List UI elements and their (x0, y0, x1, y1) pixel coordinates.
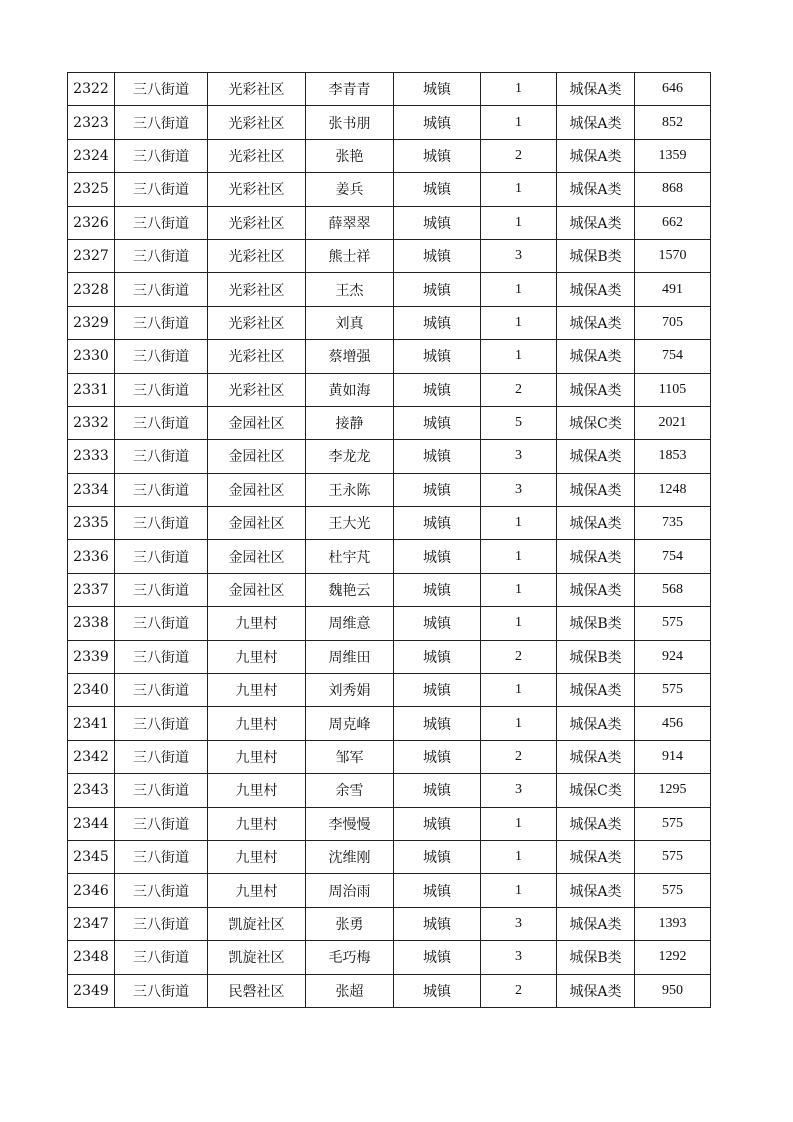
cell-amount: 914 (635, 740, 711, 773)
cell-community: 光彩社区 (208, 239, 306, 272)
records-table-body (68, 73, 711, 1008)
cell-area-type: 城镇 (394, 573, 481, 606)
cell-category: 城保B类 (557, 239, 635, 272)
cell-record-number: 2343 (68, 774, 115, 807)
table-row (68, 273, 711, 306)
cell-record-number: 2327 (68, 239, 115, 272)
cell-person-name: 刘真 (306, 306, 394, 339)
cell-category: 城保A类 (557, 907, 635, 940)
cell-person-name: 周维意 (306, 607, 394, 640)
cell-street: 三八街道 (115, 507, 208, 540)
cell-street: 三八街道 (115, 106, 208, 139)
cell-category: 城保A类 (557, 440, 635, 473)
table-row (68, 306, 711, 339)
table-row (68, 941, 711, 974)
cell-category: 城保B类 (557, 607, 635, 640)
cell-street: 三八街道 (115, 740, 208, 773)
cell-person-name: 薛翠翠 (306, 206, 394, 239)
cell-community: 凯旋社区 (208, 941, 306, 974)
cell-community: 九里村 (208, 707, 306, 740)
cell-household-count: 3 (481, 774, 557, 807)
cell-record-number: 2338 (68, 607, 115, 640)
cell-category: 城保A类 (557, 540, 635, 573)
cell-person-name: 王永陈 (306, 473, 394, 506)
cell-person-name: 张超 (306, 974, 394, 1007)
cell-person-name: 邹军 (306, 740, 394, 773)
cell-category: 城保A类 (557, 139, 635, 172)
cell-area-type: 城镇 (394, 239, 481, 272)
cell-person-name: 杜宇芃 (306, 540, 394, 573)
cell-street: 三八街道 (115, 540, 208, 573)
cell-person-name: 王杰 (306, 273, 394, 306)
cell-area-type: 城镇 (394, 907, 481, 940)
table-row (68, 607, 711, 640)
cell-street: 三八街道 (115, 607, 208, 640)
table-row (68, 540, 711, 573)
cell-area-type: 城镇 (394, 206, 481, 239)
table-row (68, 974, 711, 1007)
cell-community: 金园社区 (208, 473, 306, 506)
cell-amount: 754 (635, 340, 711, 373)
table-row (68, 807, 711, 840)
cell-area-type: 城镇 (394, 840, 481, 873)
table-row (68, 840, 711, 873)
cell-amount: 950 (635, 974, 711, 1007)
cell-area-type: 城镇 (394, 540, 481, 573)
cell-area-type: 城镇 (394, 139, 481, 172)
cell-record-number: 2324 (68, 139, 115, 172)
cell-person-name: 周治雨 (306, 874, 394, 907)
table-row (68, 139, 711, 172)
cell-street: 三八街道 (115, 206, 208, 239)
cell-community: 九里村 (208, 874, 306, 907)
cell-street: 三八街道 (115, 239, 208, 272)
table-row (68, 239, 711, 272)
cell-person-name: 李慢慢 (306, 807, 394, 840)
table-row (68, 907, 711, 940)
cell-category: 城保A类 (557, 273, 635, 306)
cell-household-count: 1 (481, 206, 557, 239)
cell-household-count: 1 (481, 507, 557, 540)
cell-community: 九里村 (208, 774, 306, 807)
cell-amount: 852 (635, 106, 711, 139)
cell-person-name: 李龙龙 (306, 440, 394, 473)
cell-household-count: 1 (481, 273, 557, 306)
cell-record-number: 2336 (68, 540, 115, 573)
cell-amount: 575 (635, 874, 711, 907)
cell-person-name: 沈维刚 (306, 840, 394, 873)
cell-amount: 662 (635, 206, 711, 239)
cell-record-number: 2323 (68, 106, 115, 139)
cell-amount: 1292 (635, 941, 711, 974)
cell-amount: 735 (635, 507, 711, 540)
cell-person-name: 毛巧梅 (306, 941, 394, 974)
table-row (68, 473, 711, 506)
cell-category: 城保B类 (557, 640, 635, 673)
cell-community: 凯旋社区 (208, 907, 306, 940)
cell-category: 城保A类 (557, 340, 635, 373)
cell-household-count: 3 (481, 907, 557, 940)
cell-household-count: 1 (481, 106, 557, 139)
cell-street: 三八街道 (115, 840, 208, 873)
cell-area-type: 城镇 (394, 373, 481, 406)
cell-record-number: 2332 (68, 406, 115, 439)
cell-amount: 754 (635, 540, 711, 573)
cell-street: 三八街道 (115, 273, 208, 306)
table-row (68, 373, 711, 406)
table-row (68, 73, 711, 106)
cell-person-name: 蔡增强 (306, 340, 394, 373)
cell-person-name: 刘秀娟 (306, 674, 394, 707)
cell-category: 城保A类 (557, 707, 635, 740)
cell-amount: 575 (635, 807, 711, 840)
table-row (68, 507, 711, 540)
cell-amount: 1393 (635, 907, 711, 940)
cell-street: 三八街道 (115, 907, 208, 940)
cell-community: 金园社区 (208, 573, 306, 606)
cell-community: 金园社区 (208, 507, 306, 540)
cell-amount: 568 (635, 573, 711, 606)
cell-person-name: 姜兵 (306, 173, 394, 206)
cell-household-count: 3 (481, 440, 557, 473)
cell-amount: 491 (635, 273, 711, 306)
cell-household-count: 1 (481, 674, 557, 707)
cell-community: 金园社区 (208, 440, 306, 473)
cell-community: 九里村 (208, 640, 306, 673)
cell-area-type: 城镇 (394, 974, 481, 1007)
table-row (68, 106, 711, 139)
cell-record-number: 2348 (68, 941, 115, 974)
cell-community: 九里村 (208, 607, 306, 640)
cell-amount: 924 (635, 640, 711, 673)
cell-record-number: 2337 (68, 573, 115, 606)
cell-community: 光彩社区 (208, 373, 306, 406)
cell-street: 三八街道 (115, 707, 208, 740)
cell-area-type: 城镇 (394, 707, 481, 740)
cell-category: 城保A类 (557, 73, 635, 106)
cell-household-count: 2 (481, 139, 557, 172)
cell-amount: 1570 (635, 239, 711, 272)
cell-area-type: 城镇 (394, 440, 481, 473)
cell-category: 城保A类 (557, 507, 635, 540)
cell-area-type: 城镇 (394, 340, 481, 373)
cell-area-type: 城镇 (394, 674, 481, 707)
cell-person-name: 魏艳云 (306, 573, 394, 606)
cell-amount: 575 (635, 840, 711, 873)
cell-street: 三八街道 (115, 173, 208, 206)
cell-street: 三八街道 (115, 874, 208, 907)
cell-category: 城保A类 (557, 306, 635, 339)
cell-record-number: 2344 (68, 807, 115, 840)
cell-area-type: 城镇 (394, 406, 481, 439)
cell-amount: 575 (635, 674, 711, 707)
cell-street: 三八街道 (115, 807, 208, 840)
cell-household-count: 1 (481, 173, 557, 206)
cell-household-count: 3 (481, 941, 557, 974)
cell-category: 城保A类 (557, 373, 635, 406)
cell-community: 金园社区 (208, 406, 306, 439)
cell-area-type: 城镇 (394, 273, 481, 306)
cell-street: 三八街道 (115, 674, 208, 707)
cell-community: 光彩社区 (208, 139, 306, 172)
cell-street: 三八街道 (115, 73, 208, 106)
cell-person-name: 接静 (306, 406, 394, 439)
cell-person-name: 周克峰 (306, 707, 394, 740)
cell-community: 光彩社区 (208, 173, 306, 206)
cell-area-type: 城镇 (394, 640, 481, 673)
cell-street: 三八街道 (115, 774, 208, 807)
cell-category: 城保A类 (557, 674, 635, 707)
cell-area-type: 城镇 (394, 740, 481, 773)
cell-amount: 1248 (635, 473, 711, 506)
cell-person-name: 余雪 (306, 774, 394, 807)
cell-area-type: 城镇 (394, 173, 481, 206)
cell-street: 三八街道 (115, 406, 208, 439)
table-row (68, 774, 711, 807)
cell-street: 三八街道 (115, 640, 208, 673)
cell-household-count: 1 (481, 840, 557, 873)
cell-person-name: 张书朋 (306, 106, 394, 139)
cell-community: 九里村 (208, 840, 306, 873)
table-row (68, 206, 711, 239)
cell-household-count: 1 (481, 540, 557, 573)
cell-record-number: 2326 (68, 206, 115, 239)
cell-category: 城保A类 (557, 807, 635, 840)
table-row (68, 740, 711, 773)
cell-record-number: 2342 (68, 740, 115, 773)
cell-amount: 1359 (635, 139, 711, 172)
cell-amount: 1853 (635, 440, 711, 473)
cell-household-count: 3 (481, 473, 557, 506)
cell-record-number: 2347 (68, 907, 115, 940)
cell-street: 三八街道 (115, 440, 208, 473)
cell-amount: 705 (635, 306, 711, 339)
cell-category: 城保C类 (557, 406, 635, 439)
cell-household-count: 1 (481, 607, 557, 640)
cell-amount: 1105 (635, 373, 711, 406)
cell-area-type: 城镇 (394, 106, 481, 139)
cell-area-type: 城镇 (394, 874, 481, 907)
cell-category: 城保A类 (557, 573, 635, 606)
cell-street: 三八街道 (115, 941, 208, 974)
cell-record-number: 2333 (68, 440, 115, 473)
cell-community: 光彩社区 (208, 206, 306, 239)
cell-community: 九里村 (208, 674, 306, 707)
cell-category: 城保B类 (557, 941, 635, 974)
cell-category: 城保A类 (557, 473, 635, 506)
table-row (68, 173, 711, 206)
table-row (68, 340, 711, 373)
cell-area-type: 城镇 (394, 507, 481, 540)
cell-household-count: 3 (481, 239, 557, 272)
cell-amount: 646 (635, 73, 711, 106)
cell-category: 城保C类 (557, 774, 635, 807)
cell-record-number: 2331 (68, 373, 115, 406)
cell-record-number: 2329 (68, 306, 115, 339)
cell-record-number: 2335 (68, 507, 115, 540)
cell-household-count: 2 (481, 373, 557, 406)
cell-record-number: 2341 (68, 707, 115, 740)
table-row (68, 874, 711, 907)
cell-amount: 1295 (635, 774, 711, 807)
cell-household-count: 2 (481, 974, 557, 1007)
cell-area-type: 城镇 (394, 306, 481, 339)
cell-household-count: 1 (481, 340, 557, 373)
cell-street: 三八街道 (115, 473, 208, 506)
cell-person-name: 李青青 (306, 73, 394, 106)
cell-amount: 456 (635, 707, 711, 740)
table-row (68, 674, 711, 707)
cell-community: 民磬社区 (208, 974, 306, 1007)
cell-category: 城保A类 (557, 740, 635, 773)
cell-record-number: 2330 (68, 340, 115, 373)
cell-household-count: 2 (481, 740, 557, 773)
table-row (68, 440, 711, 473)
cell-household-count: 1 (481, 707, 557, 740)
cell-person-name: 王大光 (306, 507, 394, 540)
cell-record-number: 2325 (68, 173, 115, 206)
cell-street: 三八街道 (115, 573, 208, 606)
cell-record-number: 2322 (68, 73, 115, 106)
cell-household-count: 1 (481, 874, 557, 907)
table-row (68, 406, 711, 439)
cell-record-number: 2349 (68, 974, 115, 1007)
cell-household-count: 5 (481, 406, 557, 439)
cell-person-name: 熊士祥 (306, 239, 394, 272)
cell-community: 九里村 (208, 740, 306, 773)
cell-household-count: 1 (481, 73, 557, 106)
cell-community: 九里村 (208, 807, 306, 840)
cell-community: 光彩社区 (208, 106, 306, 139)
records-table (67, 72, 711, 1008)
cell-category: 城保A类 (557, 206, 635, 239)
cell-category: 城保A类 (557, 173, 635, 206)
cell-household-count: 2 (481, 640, 557, 673)
cell-category: 城保A类 (557, 840, 635, 873)
cell-street: 三八街道 (115, 340, 208, 373)
cell-category: 城保A类 (557, 874, 635, 907)
cell-area-type: 城镇 (394, 607, 481, 640)
cell-person-name: 张艳 (306, 139, 394, 172)
cell-record-number: 2328 (68, 273, 115, 306)
cell-community: 光彩社区 (208, 73, 306, 106)
cell-amount: 868 (635, 173, 711, 206)
cell-category: 城保A类 (557, 974, 635, 1007)
cell-area-type: 城镇 (394, 774, 481, 807)
cell-street: 三八街道 (115, 306, 208, 339)
cell-area-type: 城镇 (394, 941, 481, 974)
cell-street: 三八街道 (115, 974, 208, 1007)
cell-record-number: 2339 (68, 640, 115, 673)
cell-amount: 575 (635, 607, 711, 640)
cell-area-type: 城镇 (394, 73, 481, 106)
cell-area-type: 城镇 (394, 473, 481, 506)
cell-person-name: 黄如海 (306, 373, 394, 406)
table-row (68, 573, 711, 606)
cell-community: 光彩社区 (208, 306, 306, 339)
cell-category: 城保A类 (557, 106, 635, 139)
cell-amount: 2021 (635, 406, 711, 439)
cell-community: 光彩社区 (208, 340, 306, 373)
cell-record-number: 2346 (68, 874, 115, 907)
cell-person-name: 周维田 (306, 640, 394, 673)
cell-record-number: 2345 (68, 840, 115, 873)
cell-area-type: 城镇 (394, 807, 481, 840)
table-row (68, 640, 711, 673)
cell-person-name: 张勇 (306, 907, 394, 940)
table-row (68, 707, 711, 740)
cell-record-number: 2340 (68, 674, 115, 707)
cell-community: 光彩社区 (208, 273, 306, 306)
cell-record-number: 2334 (68, 473, 115, 506)
cell-household-count: 1 (481, 306, 557, 339)
cell-street: 三八街道 (115, 373, 208, 406)
cell-household-count: 1 (481, 807, 557, 840)
cell-street: 三八街道 (115, 139, 208, 172)
cell-community: 金园社区 (208, 540, 306, 573)
cell-household-count: 1 (481, 573, 557, 606)
